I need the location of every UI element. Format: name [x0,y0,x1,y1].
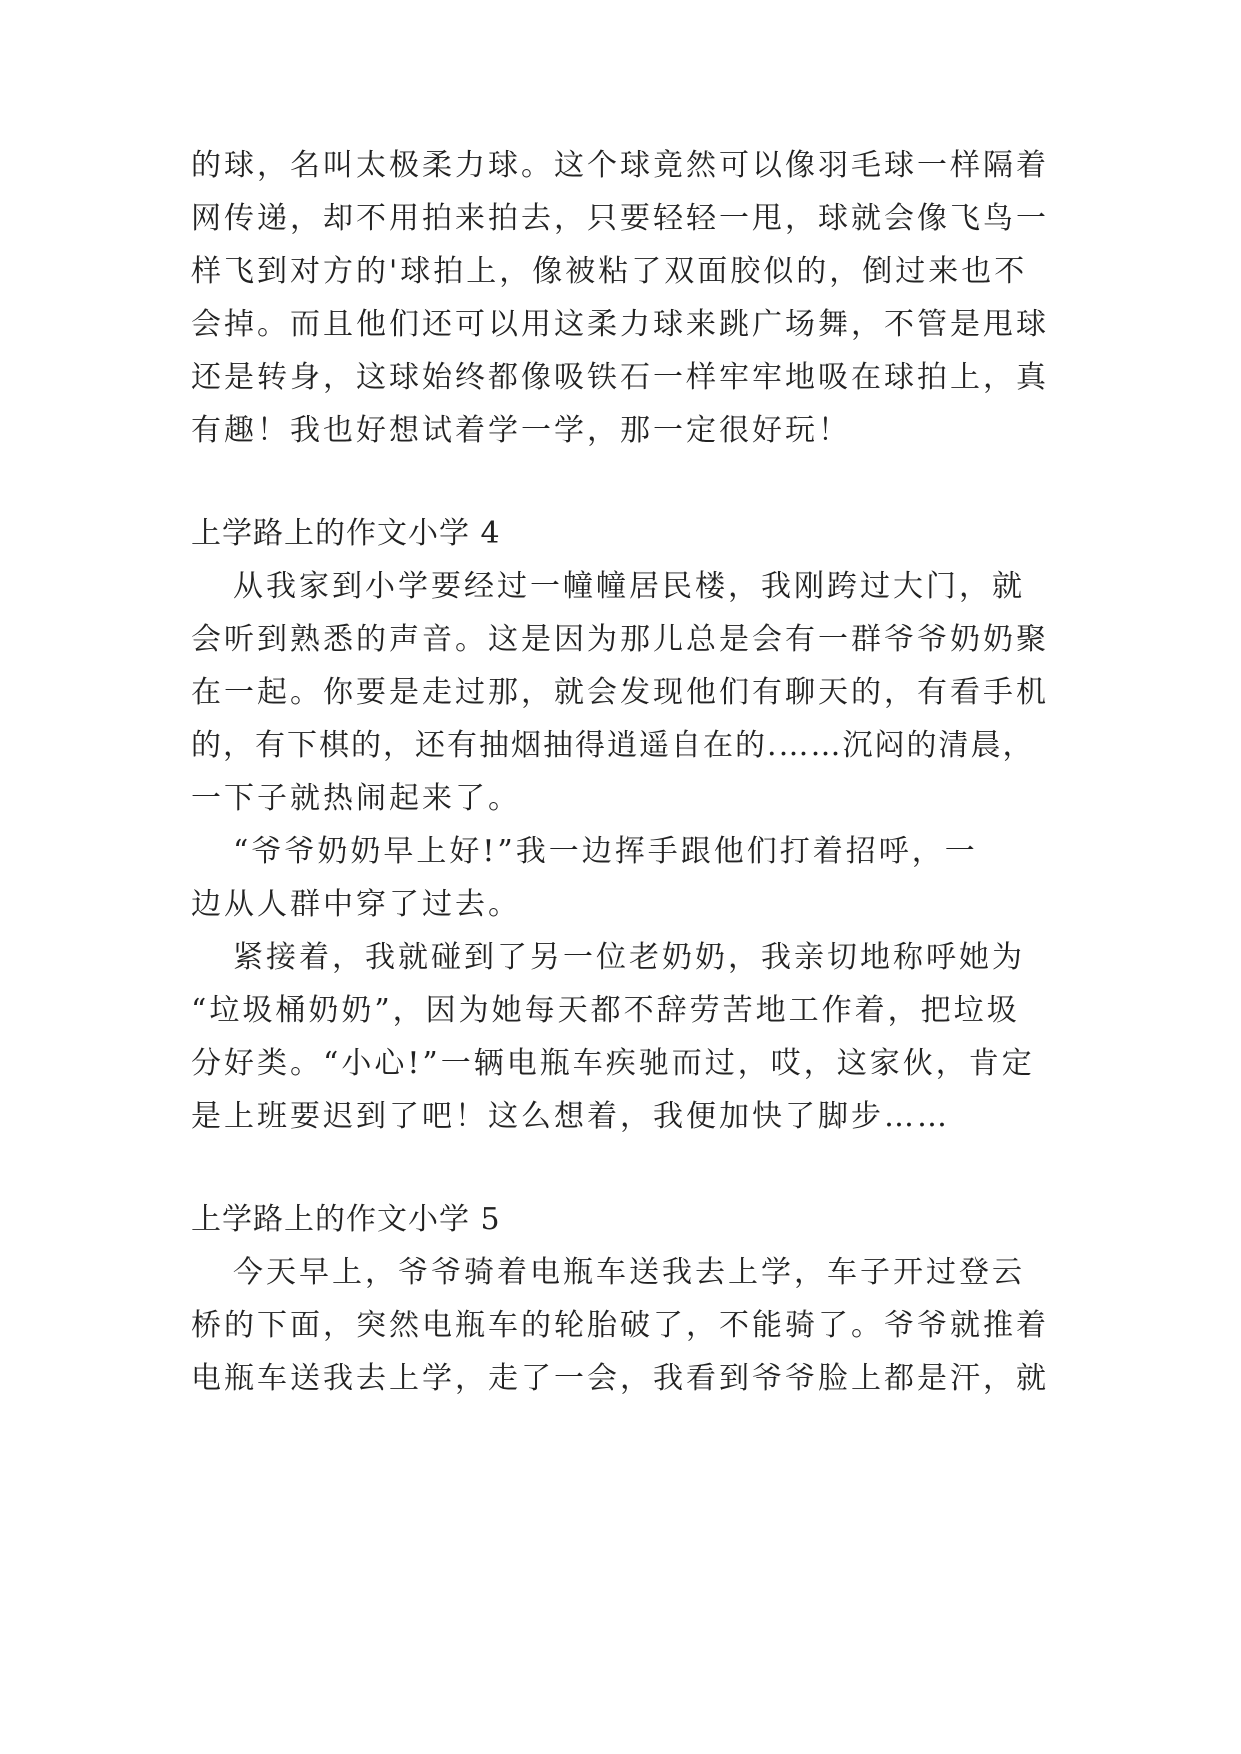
paragraph-line: 桥的下面，突然电瓶车的轮胎破了，不能骑了。爷爷就推着 [191,1308,1049,1343]
paragraph-line: 会掉。而且他们还可以用这柔力球来跳广场舞，不管是甩球 [191,307,1049,342]
paragraph-line: 分好类。“小心!”一辆电瓶车疾驰而过，哎，这家伙，肯定 [191,1046,1035,1081]
paragraph-line: 网传递，却不用拍来拍去，只要轻轻一甩，球就会像飞鸟一 [191,201,1049,236]
paragraph-line: 今天早上，爷爷骑着电瓶车送我去上学，车子开过登云 [233,1255,1025,1290]
paragraph-line: 从我家到小学要经过一幢幢居民楼，我刚跨过大门，就 [233,569,1025,604]
paragraph-line: 一下子就热闹起来了。 [191,781,521,816]
section-heading: 上学路上的作文小学 4 [191,516,501,551]
paragraph-line: 是上班要迟到了吧！这么想着，我便加快了脚步…… [191,1099,950,1134]
paragraph-line: 边从人群中穿了过去。 [191,887,521,922]
paragraph-line: 的，有下棋的，还有抽烟抽得逍遥自在的.……沉闷的清晨， [191,728,1035,763]
paragraph-line: 的球，名叫太极柔力球。这个球竟然可以像羽毛球一样隔着 [191,148,1049,183]
paragraph-line: 电瓶车送我去上学，走了一会，我看到爷爷脸上都是汗，就 [191,1361,1049,1396]
paragraph-line: 会听到熟悉的声音。这是因为那儿总是会有一群爷爷奶奶聚 [191,622,1049,657]
section-heading: 上学路上的作文小学 5 [191,1202,501,1237]
paragraph-line: 样飞到对方的'球拍上，像被粘了双面胶似的，倒过来也不 [191,254,1028,289]
paragraph-line: “爷爷奶奶早上好!”我一边挥手跟他们打着招呼，一 [233,834,978,869]
paragraph-line: 在一起。你要是走过那，就会发现他们有聊天的，有看手机 [191,675,1049,710]
paragraph-line: 紧接着，我就碰到了另一位老奶奶，我亲切地称呼她为 [233,940,1025,975]
paragraph-line: 还是转身，这球始终都像吸铁石一样牢牢地吸在球拍上，真 [191,360,1049,395]
paragraph-line: “垃圾桶奶奶”，因为她每天都不辞劳苦地工作着，把垃圾 [191,993,1020,1028]
paragraph-line: 有趣！我也好想试着学一学，那一定很好玩！ [191,413,851,448]
